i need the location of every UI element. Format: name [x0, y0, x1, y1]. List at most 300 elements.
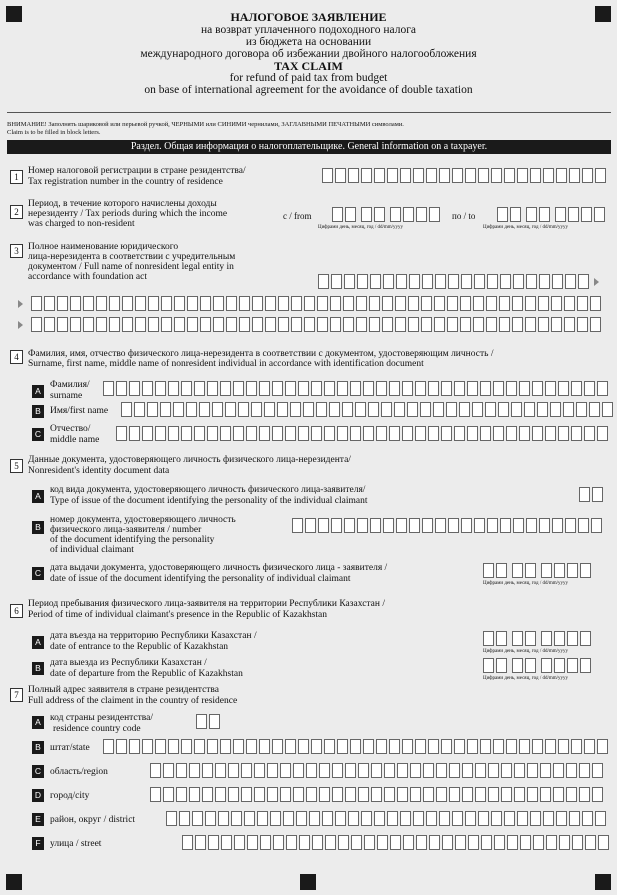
input-cell[interactable]: [241, 787, 252, 802]
input-cell[interactable]: [135, 317, 146, 332]
input-cell[interactable]: [513, 274, 524, 289]
input-cell[interactable]: [552, 274, 563, 289]
input-cell[interactable]: [207, 739, 218, 754]
input-cell[interactable]: [582, 168, 593, 183]
input-cell[interactable]: [343, 317, 354, 332]
input-cell[interactable]: [556, 168, 567, 183]
input-cell[interactable]: [228, 787, 239, 802]
input-cell[interactable]: [543, 168, 554, 183]
input-cell[interactable]: [174, 317, 185, 332]
input-cell[interactable]: [363, 739, 374, 754]
input-cell[interactable]: [221, 835, 232, 850]
input-cell[interactable]: [220, 381, 231, 396]
input-cell[interactable]: [348, 168, 359, 183]
input-cell[interactable]: [512, 317, 523, 332]
input-cell[interactable]: [374, 811, 385, 826]
input-cell[interactable]: [581, 207, 592, 222]
input-cell[interactable]: [209, 714, 220, 729]
input-cell[interactable]: [553, 787, 564, 802]
input-cell[interactable]: [493, 426, 504, 441]
input-cell[interactable]: [396, 274, 407, 289]
input-cell[interactable]: [426, 168, 437, 183]
input-cell[interactable]: [455, 835, 466, 850]
input-cell[interactable]: [260, 835, 271, 850]
input-cell[interactable]: [200, 296, 211, 311]
input-cell[interactable]: [514, 763, 525, 778]
input-cell[interactable]: [155, 426, 166, 441]
input-cell[interactable]: [345, 787, 356, 802]
input-cell[interactable]: [103, 739, 114, 754]
input-cell[interactable]: [215, 763, 226, 778]
input-cell[interactable]: [285, 739, 296, 754]
input-cell[interactable]: [402, 739, 413, 754]
input-cell[interactable]: [246, 381, 257, 396]
input-cell[interactable]: [545, 426, 556, 441]
input-cell[interactable]: [267, 787, 278, 802]
input-cell[interactable]: [218, 811, 229, 826]
input-cell[interactable]: [312, 835, 323, 850]
input-cell[interactable]: [403, 835, 414, 850]
input-cell[interactable]: [290, 402, 301, 417]
input-cell[interactable]: [519, 381, 530, 396]
input-cell[interactable]: [376, 739, 387, 754]
input-cell[interactable]: [577, 317, 588, 332]
input-cell[interactable]: [409, 518, 420, 533]
input-cell[interactable]: [433, 402, 444, 417]
input-cell[interactable]: [499, 296, 510, 311]
input-cell[interactable]: [387, 168, 398, 183]
input-cell[interactable]: [371, 787, 382, 802]
input-cell[interactable]: [597, 739, 608, 754]
input-cell[interactable]: [569, 811, 580, 826]
input-cell[interactable]: [491, 168, 502, 183]
input-cell[interactable]: [597, 426, 608, 441]
input-cell[interactable]: [298, 739, 309, 754]
input-cell[interactable]: [597, 381, 608, 396]
input-cell[interactable]: [584, 381, 595, 396]
input-cell[interactable]: [478, 811, 489, 826]
input-cell[interactable]: [337, 381, 348, 396]
input-cell[interactable]: [441, 381, 452, 396]
input-cell[interactable]: [196, 714, 207, 729]
input-cell[interactable]: [589, 402, 600, 417]
input-cell[interactable]: [512, 296, 523, 311]
input-cell[interactable]: [421, 296, 432, 311]
input-cell[interactable]: [163, 787, 174, 802]
input-cell[interactable]: [413, 811, 424, 826]
input-cell[interactable]: [332, 787, 343, 802]
input-cell[interactable]: [226, 317, 237, 332]
input-cell[interactable]: [446, 402, 457, 417]
input-cell[interactable]: [486, 317, 497, 332]
input-cell[interactable]: [496, 631, 507, 646]
input-cell[interactable]: [168, 381, 179, 396]
input-cell[interactable]: [384, 787, 395, 802]
input-cell[interactable]: [329, 402, 340, 417]
input-cell[interactable]: [497, 207, 508, 222]
input-cell[interactable]: [480, 426, 491, 441]
input-cell[interactable]: [395, 317, 406, 332]
input-cell[interactable]: [590, 296, 601, 311]
input-cell[interactable]: [526, 207, 537, 222]
input-cell[interactable]: [286, 835, 297, 850]
input-cell[interactable]: [551, 296, 562, 311]
input-cell[interactable]: [429, 207, 440, 222]
input-cell[interactable]: [434, 317, 445, 332]
input-cell[interactable]: [226, 296, 237, 311]
input-cell[interactable]: [31, 317, 42, 332]
input-cell[interactable]: [241, 763, 252, 778]
input-cell[interactable]: [595, 168, 606, 183]
input-cell[interactable]: [259, 426, 270, 441]
input-cell[interactable]: [195, 835, 206, 850]
input-cell[interactable]: [416, 207, 427, 222]
input-cell[interactable]: [233, 739, 244, 754]
input-cell[interactable]: [416, 835, 427, 850]
input-cell[interactable]: [409, 274, 420, 289]
input-cell[interactable]: [526, 274, 537, 289]
input-cell[interactable]: [538, 296, 549, 311]
input-cell[interactable]: [467, 426, 478, 441]
input-cell[interactable]: [422, 274, 433, 289]
district-cells[interactable]: [166, 811, 608, 826]
input-cell[interactable]: [142, 739, 153, 754]
input-cell[interactable]: [44, 296, 55, 311]
input-cell[interactable]: [474, 518, 485, 533]
input-cell[interactable]: [556, 811, 567, 826]
input-cell[interactable]: [480, 739, 491, 754]
input-cell[interactable]: [475, 763, 486, 778]
input-cell[interactable]: [462, 787, 473, 802]
input-cell[interactable]: [496, 658, 507, 673]
input-cell[interactable]: [381, 402, 392, 417]
input-cell[interactable]: [348, 811, 359, 826]
input-cell[interactable]: [389, 381, 400, 396]
input-cell[interactable]: [442, 835, 453, 850]
input-cell[interactable]: [397, 787, 408, 802]
input-cell[interactable]: [344, 274, 355, 289]
input-cell[interactable]: [434, 296, 445, 311]
input-cell[interactable]: [415, 739, 426, 754]
input-cell[interactable]: [527, 787, 538, 802]
input-cell[interactable]: [356, 296, 367, 311]
input-cell[interactable]: [96, 296, 107, 311]
input-cell[interactable]: [182, 835, 193, 850]
input-cell[interactable]: [554, 658, 565, 673]
input-cell[interactable]: [524, 402, 535, 417]
input-cell[interactable]: [129, 381, 140, 396]
input-cell[interactable]: [160, 402, 171, 417]
input-cell[interactable]: [272, 426, 283, 441]
input-cell[interactable]: [285, 426, 296, 441]
input-cell[interactable]: [488, 763, 499, 778]
input-cell[interactable]: [454, 381, 465, 396]
input-cell[interactable]: [510, 207, 521, 222]
input-cell[interactable]: [343, 296, 354, 311]
input-cell[interactable]: [441, 426, 452, 441]
input-cell[interactable]: [187, 317, 198, 332]
input-cell[interactable]: [324, 739, 335, 754]
input-cell[interactable]: [591, 518, 602, 533]
input-cell[interactable]: [155, 739, 166, 754]
input-cell[interactable]: [83, 317, 94, 332]
input-cell[interactable]: [483, 563, 494, 578]
input-cell[interactable]: [465, 168, 476, 183]
input-cell[interactable]: [551, 317, 562, 332]
input-cell[interactable]: [96, 317, 107, 332]
input-cell[interactable]: [207, 381, 218, 396]
input-cell[interactable]: [148, 296, 159, 311]
input-cell[interactable]: [251, 402, 262, 417]
input-cell[interactable]: [400, 811, 411, 826]
input-cell[interactable]: [291, 296, 302, 311]
input-cell[interactable]: [577, 296, 588, 311]
input-cell[interactable]: [483, 658, 494, 673]
input-cell[interactable]: [278, 296, 289, 311]
input-cell[interactable]: [487, 274, 498, 289]
input-cell[interactable]: [397, 763, 408, 778]
input-cell[interactable]: [552, 518, 563, 533]
input-cell[interactable]: [148, 317, 159, 332]
input-cell[interactable]: [478, 168, 489, 183]
input-cell[interactable]: [564, 296, 575, 311]
input-cell[interactable]: [370, 518, 381, 533]
input-cell[interactable]: [205, 811, 216, 826]
input-cell[interactable]: [233, 381, 244, 396]
input-cell[interactable]: [460, 317, 471, 332]
input-cell[interactable]: [194, 381, 205, 396]
input-cell[interactable]: [319, 763, 330, 778]
state-cells[interactable]: [103, 739, 610, 754]
document-issue-date-cells[interactable]: [483, 563, 593, 578]
input-cell[interactable]: [239, 317, 250, 332]
input-cell[interactable]: [553, 763, 564, 778]
input-cell[interactable]: [361, 168, 372, 183]
input-cell[interactable]: [189, 787, 200, 802]
input-cell[interactable]: [579, 787, 590, 802]
input-cell[interactable]: [374, 207, 385, 222]
input-cell[interactable]: [565, 518, 576, 533]
input-cell[interactable]: [208, 835, 219, 850]
input-cell[interactable]: [540, 787, 551, 802]
input-cell[interactable]: [467, 381, 478, 396]
input-cell[interactable]: [436, 763, 447, 778]
input-cell[interactable]: [513, 518, 524, 533]
input-cell[interactable]: [579, 763, 590, 778]
input-cell[interactable]: [176, 763, 187, 778]
input-cell[interactable]: [147, 402, 158, 417]
input-cell[interactable]: [525, 296, 536, 311]
input-cell[interactable]: [449, 763, 460, 778]
input-cell[interactable]: [316, 402, 327, 417]
input-cell[interactable]: [447, 317, 458, 332]
input-cell[interactable]: [395, 296, 406, 311]
input-cell[interactable]: [567, 631, 578, 646]
input-cell[interactable]: [539, 207, 550, 222]
input-cell[interactable]: [109, 296, 120, 311]
input-cell[interactable]: [122, 317, 133, 332]
input-cell[interactable]: [578, 518, 589, 533]
input-cell[interactable]: [452, 168, 463, 183]
input-cell[interactable]: [330, 296, 341, 311]
input-cell[interactable]: [402, 381, 413, 396]
input-cell[interactable]: [439, 811, 450, 826]
input-cell[interactable]: [592, 487, 603, 502]
input-cell[interactable]: [213, 296, 224, 311]
input-cell[interactable]: [357, 518, 368, 533]
input-cell[interactable]: [168, 426, 179, 441]
input-cell[interactable]: [475, 787, 486, 802]
input-cell[interactable]: [363, 381, 374, 396]
input-cell[interactable]: [439, 168, 450, 183]
legal-entity-name-cells-3[interactable]: [31, 317, 603, 332]
input-cell[interactable]: [309, 811, 320, 826]
input-cell[interactable]: [493, 739, 504, 754]
input-cell[interactable]: [483, 631, 494, 646]
input-cell[interactable]: [527, 763, 538, 778]
input-cell[interactable]: [215, 787, 226, 802]
input-cell[interactable]: [578, 274, 589, 289]
input-cell[interactable]: [330, 317, 341, 332]
input-cell[interactable]: [563, 402, 574, 417]
input-cell[interactable]: [571, 381, 582, 396]
input-cell[interactable]: [163, 763, 174, 778]
input-cell[interactable]: [554, 631, 565, 646]
input-cell[interactable]: [506, 426, 517, 441]
input-cell[interactable]: [116, 381, 127, 396]
input-cell[interactable]: [306, 787, 317, 802]
input-cell[interactable]: [338, 835, 349, 850]
input-cell[interactable]: [390, 835, 401, 850]
input-cell[interactable]: [410, 763, 421, 778]
input-cell[interactable]: [369, 296, 380, 311]
input-cell[interactable]: [176, 787, 187, 802]
input-cell[interactable]: [498, 402, 509, 417]
input-cell[interactable]: [150, 787, 161, 802]
input-cell[interactable]: [317, 317, 328, 332]
input-cell[interactable]: [559, 835, 570, 850]
input-cell[interactable]: [494, 835, 505, 850]
input-cell[interactable]: [592, 787, 603, 802]
input-cell[interactable]: [511, 402, 522, 417]
input-cell[interactable]: [512, 563, 523, 578]
input-cell[interactable]: [541, 658, 552, 673]
input-cell[interactable]: [491, 811, 502, 826]
input-cell[interactable]: [207, 426, 218, 441]
input-cell[interactable]: [525, 631, 536, 646]
input-cell[interactable]: [435, 274, 446, 289]
input-cell[interactable]: [488, 787, 499, 802]
input-cell[interactable]: [121, 402, 132, 417]
input-cell[interactable]: [168, 739, 179, 754]
input-cell[interactable]: [142, 426, 153, 441]
input-cell[interactable]: [311, 426, 322, 441]
first-name-cells[interactable]: [121, 402, 615, 417]
input-cell[interactable]: [584, 739, 595, 754]
input-cell[interactable]: [474, 274, 485, 289]
input-cell[interactable]: [400, 168, 411, 183]
input-cell[interactable]: [429, 835, 440, 850]
input-cell[interactable]: [186, 402, 197, 417]
street-cells[interactable]: [182, 835, 611, 850]
document-number-cells[interactable]: [292, 518, 604, 533]
input-cell[interactable]: [448, 274, 459, 289]
input-cell[interactable]: [161, 296, 172, 311]
input-cell[interactable]: [487, 518, 498, 533]
input-cell[interactable]: [389, 426, 400, 441]
input-cell[interactable]: [376, 426, 387, 441]
input-cell[interactable]: [246, 739, 257, 754]
input-cell[interactable]: [526, 518, 537, 533]
input-cell[interactable]: [174, 296, 185, 311]
input-cell[interactable]: [486, 296, 497, 311]
input-cell[interactable]: [554, 563, 565, 578]
input-cell[interactable]: [546, 835, 557, 850]
input-cell[interactable]: [199, 402, 210, 417]
input-cell[interactable]: [473, 296, 484, 311]
input-cell[interactable]: [325, 835, 336, 850]
input-cell[interactable]: [530, 168, 541, 183]
input-cell[interactable]: [116, 739, 127, 754]
input-cell[interactable]: [576, 402, 587, 417]
input-cell[interactable]: [545, 739, 556, 754]
input-cell[interactable]: [280, 763, 291, 778]
country-code-cells[interactable]: [196, 714, 222, 729]
input-cell[interactable]: [602, 402, 613, 417]
input-cell[interactable]: [238, 402, 249, 417]
input-cell[interactable]: [83, 296, 94, 311]
input-cell[interactable]: [257, 811, 268, 826]
input-cell[interactable]: [499, 317, 510, 332]
input-cell[interactable]: [512, 658, 523, 673]
input-cell[interactable]: [129, 739, 140, 754]
period-from-date-cells[interactable]: [332, 207, 442, 222]
input-cell[interactable]: [179, 811, 190, 826]
input-cell[interactable]: [541, 563, 552, 578]
input-cell[interactable]: [532, 381, 543, 396]
input-cell[interactable]: [272, 739, 283, 754]
input-cell[interactable]: [567, 563, 578, 578]
input-cell[interactable]: [572, 835, 583, 850]
input-cell[interactable]: [567, 658, 578, 673]
input-cell[interactable]: [403, 207, 414, 222]
input-cell[interactable]: [584, 426, 595, 441]
input-cell[interactable]: [582, 811, 593, 826]
input-cell[interactable]: [322, 811, 333, 826]
input-cell[interactable]: [213, 317, 224, 332]
input-cell[interactable]: [355, 402, 366, 417]
tax-registration-number-cells[interactable]: [322, 168, 608, 183]
input-cell[interactable]: [459, 402, 470, 417]
input-cell[interactable]: [423, 763, 434, 778]
input-cell[interactable]: [150, 763, 161, 778]
input-cell[interactable]: [285, 381, 296, 396]
input-cell[interactable]: [377, 835, 388, 850]
input-cell[interactable]: [361, 811, 372, 826]
input-cell[interactable]: [585, 835, 596, 850]
input-cell[interactable]: [122, 296, 133, 311]
input-cell[interactable]: [519, 426, 530, 441]
input-cell[interactable]: [351, 835, 362, 850]
input-cell[interactable]: [350, 381, 361, 396]
input-cell[interactable]: [244, 811, 255, 826]
input-cell[interactable]: [142, 381, 153, 396]
input-cell[interactable]: [31, 296, 42, 311]
input-cell[interactable]: [374, 168, 385, 183]
input-cell[interactable]: [387, 811, 398, 826]
input-cell[interactable]: [472, 402, 483, 417]
input-cell[interactable]: [70, 296, 81, 311]
